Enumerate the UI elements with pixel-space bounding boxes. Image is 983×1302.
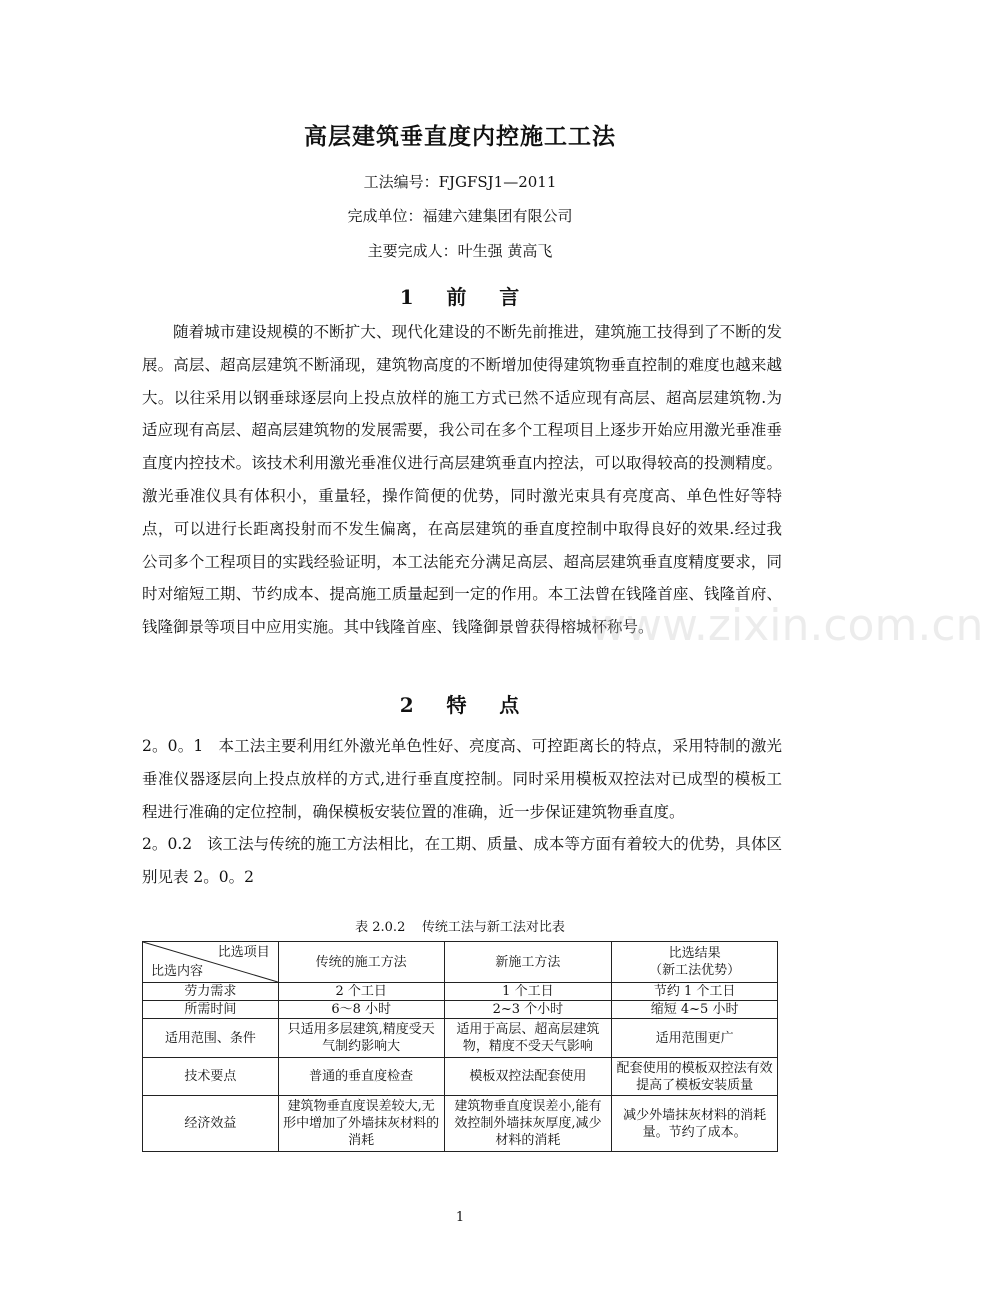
header-traditional-method: 传统的施工方法 bbox=[278, 942, 444, 983]
row-result: 缩短 4~5 小时 bbox=[612, 1001, 778, 1019]
row-traditional: 建筑物垂直度误差较大,无形中增加了外墙抹灰材料的消耗 bbox=[278, 1096, 444, 1152]
table-header-row bbox=[143, 942, 778, 983]
section-heading-foreword: 1 前 言 bbox=[399, 285, 521, 309]
row-new: 建筑物垂直度误差小,能有效控制外墙抹灰厚度,减少材料的消耗 bbox=[444, 1096, 612, 1152]
row-new: 2~3 个小时 bbox=[444, 1001, 612, 1019]
comparison-table bbox=[142, 941, 778, 1152]
row-item: 所需时间 bbox=[143, 1001, 279, 1019]
table-row bbox=[143, 1096, 778, 1152]
foreword-paragraph: 随着城市建设规模的不断扩大、现代化建设的不断先前推进，建筑施工技得到了不断的发展。高层、超高层建筑不断涌现，建筑物高度的不断增加使得建筑物垂直控制的难度也越来越大。以往采用以钢垂球逐层向上投点放样的施工方式已然不适应现有高层、超高层建筑物.为适应现有高层、超高层建筑物的发展需要，我公司在多个工程项目上逐步开始应用激光垂准垂直度内控技术。该技术利用激光垂准仪进行高层建筑垂直内控法，可以取得较高的投测精度。激光垂准仪具有体积小，重量轻，操作简便的优势，同时激光束具有亮度高、单色性好等特点，可以进行长距离投射而不发生偏离，在高层建筑的垂直度控制中取得良好的效果.经过我公司多个工程项目的实践经验证明，本工法能充分满足高层、超高层建筑垂直度精度要求，同时对缩短工期、节约成本、提高施工质量起到一定的作用。本工法曾在钱隆首座、钱隆首府、钱隆御景等项目中应用实施。其中钱隆首座、钱隆御景曾获得榕城杯称号。 bbox=[142, 323, 782, 637]
row-new: 适用于高层、超高层建筑物，精度不受天气影响 bbox=[444, 1019, 612, 1058]
document-title: 高层建筑垂直度内控施工工法 bbox=[304, 123, 616, 150]
row-item: 经济效益 bbox=[143, 1096, 279, 1152]
table-caption: 表 2.0.2 传统工法与新工法对比表 bbox=[355, 920, 565, 935]
row-traditional: 只适用多层建筑,精度受天气制约影响大 bbox=[278, 1019, 444, 1058]
completing-unit: 完成单位：福建六建集团有限公司 bbox=[347, 207, 573, 225]
row-traditional: 普通的垂直度检查 bbox=[278, 1058, 444, 1096]
table-row bbox=[143, 1058, 778, 1096]
row-new: 模板双控法配套使用 bbox=[444, 1058, 612, 1096]
row-item: 适用范围、条件 bbox=[143, 1019, 279, 1058]
row-item: 劳力需求 bbox=[143, 983, 279, 1001]
table-row bbox=[143, 1019, 778, 1058]
table-row bbox=[143, 983, 778, 1001]
section-heading-features: 2 特 点 bbox=[399, 693, 521, 717]
header-new-method: 新施工方法 bbox=[444, 942, 612, 983]
table-row bbox=[143, 1001, 778, 1019]
row-result: 节约 1 个工日 bbox=[612, 983, 778, 1001]
header-result-line-2: （新工法优势） bbox=[649, 963, 741, 978]
row-result: 适用范围更广 bbox=[612, 1019, 778, 1058]
corner-label-content: 比选内容 bbox=[151, 964, 204, 979]
feature-paragraph-2-0-1: 2。0。1 本工法主要利用红外激光单色性好、亮度高、可控距离长的特点，采用特制的激光垂准仪器逐层向上投点放样的方式,进行垂直度控制。同时采用模板双控法对已成型的模板工程进行准确的定位控制，确保模板安装位置的准确，近一步保证建筑物垂直度。 bbox=[142, 737, 782, 821]
watermark: www.zixin.com.cn bbox=[590, 600, 983, 651]
row-traditional: 2 个工日 bbox=[278, 983, 444, 1001]
header-comparison-result bbox=[612, 942, 778, 983]
row-traditional: 6～8 小时 bbox=[278, 1001, 444, 1019]
row-result: 减少外墙抹灰材料的消耗量。节约了成本。 bbox=[612, 1096, 778, 1152]
row-new: 1 个工日 bbox=[444, 983, 612, 1001]
row-item: 技术要点 bbox=[143, 1058, 279, 1096]
main-authors: 主要完成人：叶生强 黄高飞 bbox=[367, 242, 553, 260]
row-result: 配套使用的模板双控法有效提高了模板安装质量 bbox=[612, 1058, 778, 1096]
page-number: 1 bbox=[455, 1210, 465, 1225]
feature-paragraph-2-0-2: 2。0.2 该工法与传统的施工方法相比，在工期、质量、成本等方面有着较大的优势，具体区别见表 2。0。2 bbox=[142, 835, 782, 886]
table-corner-cell bbox=[143, 942, 279, 983]
corner-label-items: 比选项目 bbox=[217, 945, 270, 960]
header-result-line-1: 比选结果 bbox=[668, 946, 721, 961]
method-code: 工法编号：FJGFSJ1—2011 bbox=[363, 173, 557, 191]
